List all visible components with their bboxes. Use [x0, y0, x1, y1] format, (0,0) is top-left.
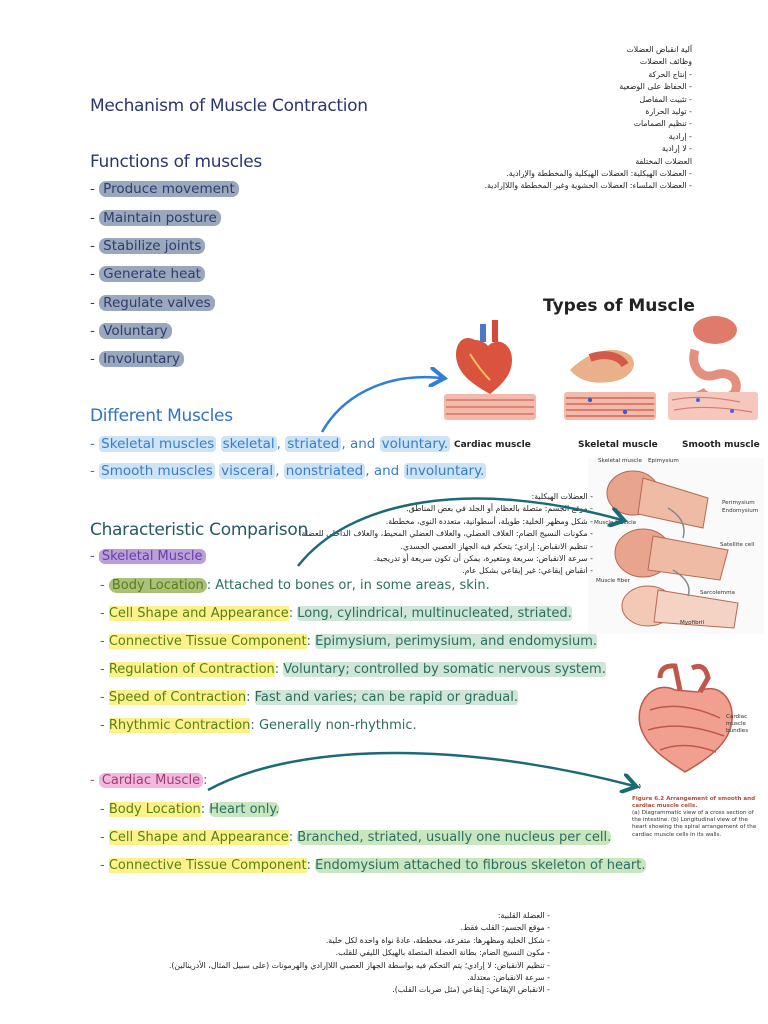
heart-icon	[456, 320, 512, 394]
row-value: Branched, striated, usually one nucleus per cell.	[297, 830, 612, 845]
arabic-line: - شكل الخلية ومظهرها: متفرعة، مخططة، عادةً نواة واحدة لكل خلية.	[325, 935, 550, 945]
skeletal-row: - Cell Shape and Appearance: Long, cylindrical, multinucleated, striated.	[100, 606, 572, 621]
function-label: Involuntary	[99, 351, 184, 367]
diagram-label: Perimysium	[722, 500, 755, 506]
row-value: Voluntary; controlled by somatic nervous system.	[283, 662, 606, 677]
diagram-label: Muscle fascicle	[594, 520, 637, 526]
function-label: Stabilize joints	[99, 238, 205, 254]
function-item: - Stabilize joints	[90, 238, 205, 254]
text-span: nonstriated	[285, 463, 364, 479]
row-label: Connective Tissue Component	[108, 634, 307, 649]
diagram-label: Sarcolemma	[700, 590, 735, 596]
row-value: Fast and varies; can be rapid or gradual.	[254, 690, 518, 705]
row-value: Generally non-rhythmic.	[258, 718, 417, 733]
arabic-line: - العضلات الهيكلية: العضلات الهيكلية والمخططة والإرادية.	[506, 169, 692, 179]
page-title: Mechanism of Muscle Contraction	[90, 96, 368, 116]
row-label: Connective Tissue Component	[108, 858, 307, 873]
row-label: Cell Shape and Appearance	[108, 606, 289, 621]
arrow-teal-lower	[208, 753, 634, 790]
functions-heading: Functions of muscles	[90, 152, 262, 172]
row-label: Body Location	[109, 578, 207, 593]
text-span: Smooth muscles	[101, 463, 213, 479]
row-label: Rhythmic Contraction	[108, 718, 251, 733]
arabic-line: - تنظيم الصمامات	[633, 119, 692, 129]
arabic-line: - إنتاج الحركة	[648, 69, 692, 79]
smooth-muscle-label: Smooth muscle	[682, 440, 760, 450]
diagram-label: Muscle fiber	[596, 578, 630, 584]
skeletal-row: - Body Location : Attached to bones or, in some areas, skin.	[100, 578, 490, 593]
text-span: Skeletal Muscle	[99, 549, 206, 564]
arabic-line: - العضلات الملساء: العضلات الحشوية وغير المخططة واللاإرادية.	[484, 181, 692, 191]
arabic-line: - انقباض إيقاعي: غير إيقاعي بشكل عام.	[462, 566, 593, 576]
arabic-line: - سرعة الانقباض: سريعة ومتغيرة، يمكن أن تكون سريعة أو تدريجية.	[373, 554, 593, 564]
arabic-line: - تنظيم الانقباض: لا إرادي؛ يتم التحكم فيه بواسطة الجهاز العصبي اللاإرادي والهرمونات (على سبيل المثال، الأدرينالين).	[168, 960, 550, 970]
row-label: Speed of Contraction	[108, 690, 247, 705]
function-label: Regulate valves	[99, 295, 214, 311]
function-item: - Produce movement	[90, 181, 239, 197]
arabic-line: - موقع الجسم: متصلة بالعظام أو الجلد في بعض المناطق.	[406, 504, 593, 514]
arabic-line: - سرعة الانقباض: معتدلة.	[467, 973, 550, 983]
types-of-muscle-title: Types of Muscle	[543, 296, 695, 316]
arabic-line: - الانقباض الإيقاعي: إيقاعي (مثل ضربات القلب).	[392, 985, 550, 995]
cardiac-row: - Cell Shape and Appearance: Branched, striated, usually one nucleus per cell.	[100, 830, 612, 845]
arabic-line: - مكون النسيج الضام: بطانة العضلة المتصلة بالهيكل الليفي للقلب.	[335, 948, 550, 958]
function-item: - Generate heat	[90, 266, 205, 282]
arabic-line: - الحفاظ على الوضعية	[619, 82, 692, 92]
arabic-line: - لا إرادية	[661, 144, 692, 154]
arabic-line: - إرادية	[668, 131, 692, 141]
arabic-line: - شكل ومظهر الخلية: طويلة، أسطوانية، متعددة النوى، مخططة.	[385, 516, 593, 526]
arabic-line: - تنظيم الانقباض: إرادي؛ يتحكم فيه الجهاز العصبي الجسدي.	[400, 541, 593, 551]
row-label: Regulation of Contraction	[108, 662, 275, 677]
arabic-line: - موقع الجسم: القلب فقط.	[460, 923, 550, 933]
skeletal-muscle-subheading: - Skeletal Muscle	[90, 549, 206, 564]
intestine-icon	[693, 316, 737, 399]
heart-caption-title: Figure 6.2 Arrangement of smooth and cardiac muscle cells.	[632, 796, 756, 810]
skeletal-muscle-label: Skeletal muscle	[578, 440, 658, 450]
tissue-strips	[444, 392, 758, 420]
text-span: Skeletal muscles	[101, 436, 215, 452]
arrow-blue	[322, 377, 442, 432]
arabic-line: العضلات المختلفة	[635, 156, 692, 166]
row-value: Long, cylindrical, multinucleated, striated.	[297, 606, 572, 621]
function-item: - Involuntary	[90, 351, 184, 367]
heart-caption-body: (a) Diagrammatic view of a cross section of the intestine. (b) Longitudinal view of the heart showing the spiral arrangement of the cardiac muscle cells in its walls.	[632, 810, 757, 838]
smooth-muscles-line: - Smooth muscles visceral , nonstriated , and involuntary.	[90, 463, 485, 479]
text-span: and	[373, 463, 400, 479]
row-value: Heart only.	[209, 802, 280, 817]
row-value: Endomysium attached to fibrous skeleton of heart.	[315, 858, 646, 873]
heart-label: Cardiac muscle bundles	[726, 714, 749, 735]
text-span: visceral	[221, 463, 274, 479]
diagram-label: Satellite cell	[720, 542, 755, 548]
comparison-heading: Characteristic Comparison	[90, 520, 308, 540]
diagram-label: Epimysium	[648, 458, 679, 464]
arabic-line: - توليد الحرارة	[645, 107, 692, 117]
cardiac-row: - Connective Tissue Component: Endomysium attached to fibrous skeleton of heart.	[100, 858, 646, 873]
different-muscles-heading: Different Muscles	[90, 406, 233, 426]
row-value: Attached to bones or, in some areas, skin.	[215, 578, 490, 593]
function-label: Maintain posture	[99, 210, 221, 226]
diagram-label: Skeletal muscle	[598, 458, 642, 464]
row-label: Cell Shape and Appearance	[108, 830, 289, 845]
cardiac-muscle-label: Cardiac muscle	[454, 440, 531, 450]
function-item: - Maintain posture	[90, 210, 221, 226]
types-of-muscle-figure	[440, 310, 760, 460]
arabic-notes-top	[392, 44, 692, 193]
heart-caption-id: (b)	[632, 784, 642, 790]
function-item: - Voluntary	[90, 323, 172, 339]
text-span: and	[349, 436, 376, 452]
function-label: Generate heat	[99, 266, 205, 282]
cardiac-muscle-subheading: - Cardiac Muscle :	[90, 773, 208, 788]
skeletal-row: - Rhythmic Contraction: Generally non-rhythmic.	[100, 718, 417, 733]
arabic-line: - تثبيت المفاصل	[639, 94, 692, 104]
arabic-line: - مكونات النسيج الضام: الغلاف العضلي، والغلاف العضلي المحيط، والغلاف الداخلي للعضلة.	[298, 529, 593, 539]
text-span: Cardiac Muscle	[99, 773, 203, 788]
diagram-label: Myofibril	[680, 620, 705, 626]
arm-icon	[570, 350, 634, 383]
row-value: Epimysium, perimysium, and endomysium.	[315, 634, 597, 649]
cardiac-row: - Body Location: Heart only.	[100, 802, 280, 817]
function-label: Produce movement	[99, 181, 239, 197]
arabic-notes-bottom	[150, 910, 550, 997]
text-span: skeletal	[222, 436, 275, 452]
skeletal-muscles-line: - Skeletal muscles skeletal , striated , and voluntary.	[90, 436, 449, 452]
skeletal-row: - Connective Tissue Component: Epimysium, perimysium, and endomysium.	[100, 634, 597, 649]
text-span: involuntary.	[405, 463, 485, 479]
arabic-line: - العضلة القلبية:	[497, 911, 550, 920]
arabic-line: - العضلات الهيكلية:	[531, 492, 593, 501]
skeletal-row: - Speed of Contraction: Fast and varies; can be rapid or gradual.	[100, 690, 518, 705]
function-label: Voluntary	[99, 323, 171, 339]
diagram-label: Endomysium	[722, 508, 759, 514]
arabic-line: آلية انقباض العضلات	[626, 45, 692, 54]
function-item: - Regulate valves	[90, 295, 215, 311]
arabic-notes-middle	[273, 491, 593, 578]
arabic-line: وظائف العضلات	[639, 57, 692, 67]
skeletal-row: - Regulation of Contraction: Voluntary; controlled by somatic nervous system.	[100, 662, 606, 677]
text-span: striated	[287, 436, 340, 452]
row-label: Body Location	[108, 802, 201, 817]
text-span: voluntary.	[381, 436, 449, 452]
